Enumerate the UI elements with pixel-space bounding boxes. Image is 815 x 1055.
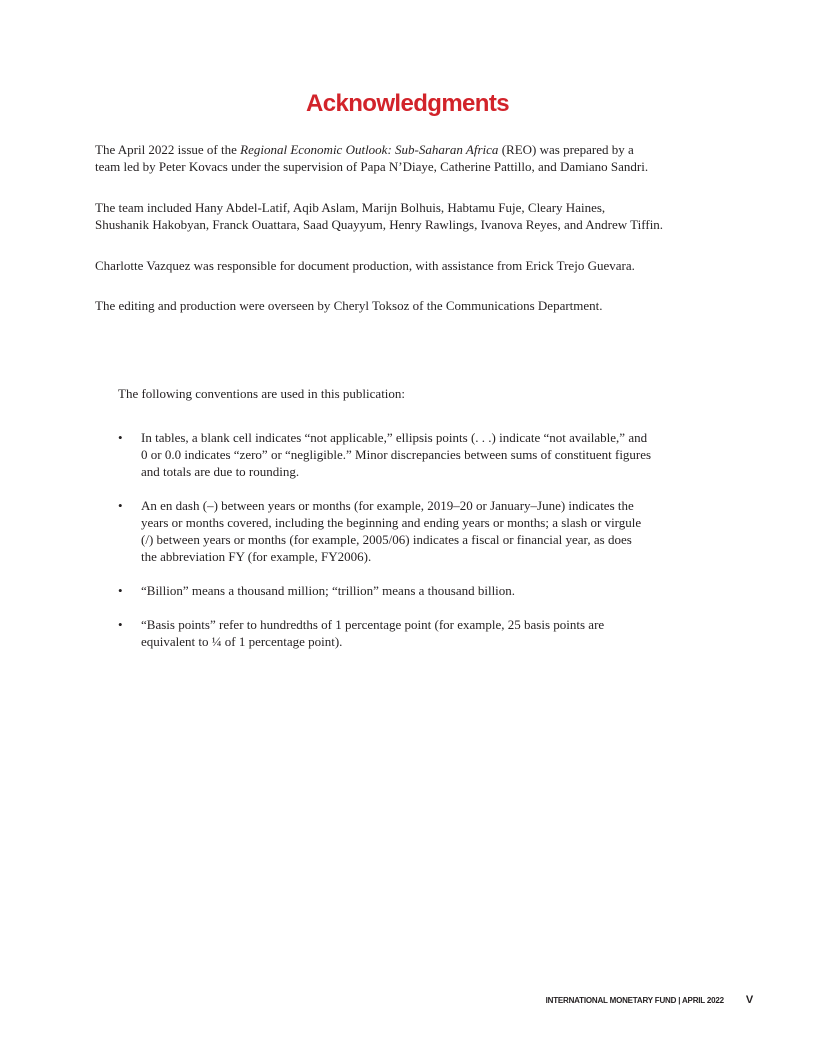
list-item-line: the abbreviation FY (for example, FY2006). <box>141 549 372 564</box>
bullet-icon: • <box>118 617 123 632</box>
list-item-line: 0 or 0.0 indicates “zero” or “negligible.” Minor discrepancies between sums of constituent figures <box>141 447 652 462</box>
conventions-intro: The following conventions are used in this publication: <box>118 386 406 401</box>
publication-title: Regional Economic Outlook: Sub-Saharan Africa <box>240 142 499 157</box>
page-footer <box>546 994 753 1006</box>
list-item-line: In tables, a blank cell indicates “not applicable,” ellipsis points (. . .) indicate “not available,” and <box>141 430 648 445</box>
list-item <box>118 616 708 650</box>
conventions-list <box>118 429 708 667</box>
list-item <box>118 582 708 599</box>
editing-paragraph <box>95 297 735 314</box>
list-item-line: equivalent to ¼ of 1 percentage point). <box>141 634 343 649</box>
list-item-line: “Basis points” refer to hundredths of 1 percentage point (for example, 25 basis points are <box>141 617 605 632</box>
list-item-line: (/) between years or months (for example, 2005/06) indicates a fiscal or financial year, as does <box>141 532 632 547</box>
production-paragraph <box>95 257 735 274</box>
preparation-paragraph <box>95 141 735 175</box>
paragraph-line: Shushanik Hakobyan, Franck Ouattara, Saad Quayyum, Henry Rawlings, Ivanova Reyes, and Andrew Tiffin. <box>95 217 664 232</box>
footer-text: INTERNATIONAL MONETARY FUND | APRIL 2022 <box>545 996 724 1005</box>
list-item-line: and totals are due to rounding. <box>141 464 300 479</box>
text-span: The April 2022 issue of the <box>95 142 241 157</box>
paragraph-line: Charlotte Vazquez was responsible for document production, with assistance from Erick Trejo Guevara. <box>95 258 635 273</box>
paragraph-line <box>95 141 735 158</box>
list-item-line: years or months covered, including the beginning and ending years or months; a slash or virgule <box>141 515 642 530</box>
list-item-line: “Billion” means a thousand million; “trillion” means a thousand billion. <box>141 583 516 598</box>
text-span: (REO) was prepared by a <box>498 142 634 157</box>
list-item <box>118 429 708 480</box>
list-item-line: An en dash (–) between years or months (for example, 2019–20 or January–June) indicates the <box>141 498 634 513</box>
paragraph-line: The editing and production were overseen by Cheryl Toksoz of the Communications Department. <box>95 298 603 313</box>
paragraph-line: team led by Peter Kovacs under the supervision of Papa N’Diaye, Catherine Pattillo, and Damiano Sandri. <box>95 159 649 174</box>
paragraph-line: The team included Hany Abdel-Latif, Aqib Aslam, Marijn Bolhuis, Habtamu Fuje, Cleary Haines, <box>95 200 606 215</box>
bullet-icon: • <box>118 583 123 598</box>
bullet-icon: • <box>118 498 123 513</box>
bullet-icon: • <box>118 430 123 445</box>
team-paragraph <box>95 199 735 233</box>
list-item <box>118 497 708 565</box>
page-number: V <box>745 994 753 1006</box>
page-title: Acknowledgments <box>305 90 510 117</box>
